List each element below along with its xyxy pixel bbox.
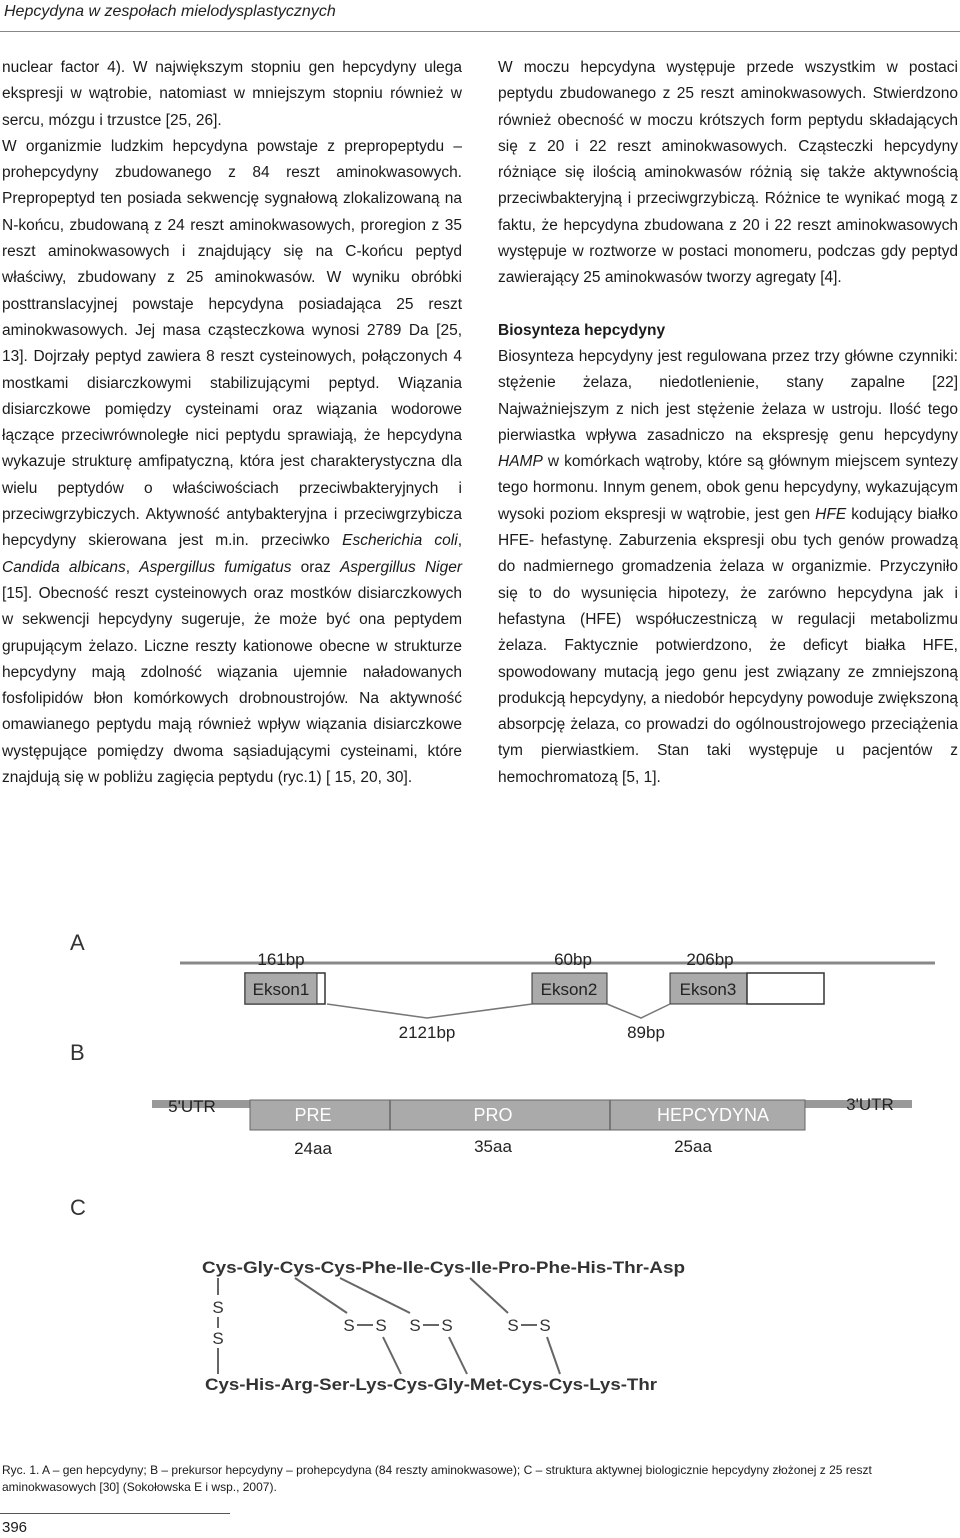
intron2-size: 89bp [627,1023,665,1042]
paragraph-gene-expression: nuclear factor 4). W największym stopniu gen hepcydyny ulega ekspresji w wątrobie, natomiast w mniejszym stopniu również w sercu, mózgu i trzustce [25, 26]. [2,59,462,129]
paragraph-hepcidin-structure: W organizmie ludzkim hepcydyna powstaje z prepropeptydu – prohepcydyny zbudowanego z 84 reszt aminokwasowych. Prepropeptyd ten posiada sekwencję sygnałową zlokalizowaną na N-końcu, zbudowaną z 24 reszt aminokwasowych, proregion z 35 reszt aminokwasowych i znajdujący się na C-końcu peptyd właściwy, zbudowany z 25 aminokwasów. W wyniku obróbki posttranslacyjnej powstaje hepcydyna posiadająca 25 reszt aminokwasowych. Jej masa cząsteczkowa wynosi 2789 Da [25, 13]. Dojrzały peptyd zawiera 8 reszt cysteinowych, połączonych 4 mostkami disiarczkowymi stabilizującymi peptyd. Wiązania disiarczkowe pomiędzy cysteinami oraz wiązania wodorowe łączące przeciwrównoległe nici peptydu sprawiają, że hepcydyna wykazuje strukturę amfipatyczną, która jest charakterystyczna dla wielu peptydów o właściwościach przeciwbakteryjnych i przeciwgrzybiczych. Aktywność antybakteryjna i przeciwgrzybicza hepcydyny skierowana jest m.in. przeciwko Escherichia coli, Candida albicans, Aspergillus fumigatus oraz Aspergillus Niger [15]. Obecność reszt cysteinowych oraz mostków disiarczkowych w sekwencji hepcydyny sugeruje, że może być ona peptydem grupującym żelazo. Liczne reszty kationowe obecne w strukturze hepcydyny mają zdolność wiązania ujemnie naładowanych fosfolipidów błon komórkowych drobnoustrojów. Na aktywność omawianego peptydu mają również wpływ wiązania disiarczkowe występujące pomiędzy dwoma sąsiadującymi cysteinami, które znajdują się w pobliżu zagięcia peptydu (ryc.1) [ 15, 20, 30]. [2,137,462,787]
exon2-label: Ekson2 [540,980,598,999]
peptide-sequence-bottom: Cys-His-Arg-Ser-Lys-Cys-Gly-Met-Cys-Cys-Lys-Thr [205,1375,658,1394]
intron1-splice-line [327,1004,532,1018]
page-number: 396 [2,1519,28,1536]
bridge3-sulfur-right: S [441,1316,453,1335]
panel-c-letter: C [70,1195,86,1220]
exon3-label: Ekson3 [679,980,737,999]
structure-text-continued: [15]. Obecność reszt cysteinowych oraz mostków disiarczkowych w sekwencji hepcydyny sugeruje, że może być ona peptydem grupującym żelazo. Liczne reszty kationowe obecne w strukturze hepcydyny mają zdolność wiązania ujemnie naładowanych fosfolipidów błon komórkowych drobnoustrojów. Na aktywność omawianego peptydu mają również wpływ wiązania disiarczkowe występujące pomiędzy dwoma sąsiadującymi cysteinami, które znajdują się w pobliżu zagięcia peptydu (ryc.1) [ 15, 20, 30]. [2,584,462,787]
species-aspergillus-fumigatus: Aspergillus fumigatus [139,558,292,576]
exon1-size: 161bp [257,950,305,969]
paragraph-urine-hepcidin: W moczu hepcydyna występuje przede wszystkim w postaci peptydu zbudowanego z 25 reszt aminokwasowych. Stwierdzono również obecność w moczu krótszych form peptydu składających się z 20 i 22 reszt aminokwasowych. Cząsteczki hepcydyny różniące się ilością aminokwasów różnią się także aktywnością przeciwbakteryjną i przeciwgrzybiczą. Różnice te wynikać mogą z faktu, że hepcydyna zbudowana z 20 i 22 reszt aminokwasowych występuje w roztworze w postaci monomeru, podczas gdy peptyd zawierający 25 aminokwasów tworzy agregaty [4]. [498,59,958,287]
figure-diagram [55,900,935,1420]
figure-caption: Ryc. 1. A – gen hepcydyny; B – prekursor hepcydyny – prohepcydyna (84 reszty aminokwasowe); C – struktura aktywnej biologicznie hepcydyny złożonej z 25 reszt aminokwasowych [30] (Sokołowska E i wsp., 2007). [2,1463,872,1494]
section-heading-biosynthesis: Biosynteza hepcydyny [498,321,666,339]
right-column [498,55,958,791]
panel-a-letter: A [70,930,85,955]
bridge1-sulfur-bottom: S [212,1329,224,1348]
bridge3-bond-bottom [449,1337,467,1374]
bridge2-bond-bottom [383,1337,401,1374]
intron1-size: 2121bp [398,1023,456,1042]
gene-hfe: HFE [815,505,847,523]
left-column [2,55,462,791]
panel-b-letter: B [70,1040,85,1065]
bridge4-sulfur-right: S [539,1316,551,1335]
peptide-sequence-top: Cys-Gly-Cys-Cys-Phe-Ile-Cys-Ile-Pro-Phe-His-Thr-Asp [202,1258,685,1277]
pro-label: PRO [473,1105,513,1125]
bridge3-sulfur-left: S [409,1316,421,1335]
bridge2-sulfur-right: S [375,1316,387,1335]
exon2-size: 60bp [554,950,592,969]
paragraph-biosynthesis: Biosynteza hepcydyny jest regulowana przez trzy główne czynniki: stężenie żelaza, niedotlenienie, stany zapalne [22] Najważniejszym z nich jest stężenie żelaza w ustroju. Ilość tego pierwiastka wpływa zasadniczo na ekspresję genu hepcydyny HAMP w komórkach wątroby, które są głównym miejscem syntezy tego hormonu. Innym genem, obok genu hepcydyny, wykazującym wysoki poziom ekspresji w wątrobie, jest gen HFE kodujący białko HFE- hefastynę. Zaburzenia ekspresji obu tych genów prowadzą do nadmiernego gromadzenia żelaza w organizmie. Przyczyniło się to do wysunięcia hipotezy, że zarówno hepcydyna jak i hefastyna (HFE) współuczestniczą w regulacji metabolizmu żelaza. Faktycznie potwierdzono, że deficyt białka HFE, spowodowany mutacją jego genu jest związany ze zmniejszoną produkcją hepcydyny, a niedobór hepcydyny powoduje zwiększoną absorpcję żelaza, co prowadzi do ogólnoustrojowego przeciążenia tym pierwiastkiem. Stan taki występuje u pacjentów z hemochromatozą [5, 1]. [498,347,958,786]
structure-text: W organizmie ludzkim hepcydyna powstaje z prepropeptydu – prohepcydyny zbudowanego z 84 reszt aminokwasowych. Prepropeptyd ten posiada sekwencję sygnałową zlokalizowaną na N-końcu, zbudowaną z 24 reszt aminokwasowych, proregion z 35 reszt aminokwasowych i znajdujący się na C-końcu peptyd właściwy, zbudowany z 25 aminokwasów. W wyniku obróbki posttranslacyjnej powstaje hepcydyna posiadająca 25 reszt aminokwasowych. Jej masa cząsteczkowa wynosi 2789 Da [25, 13]. Dojrzały peptyd zawiera 8 reszt cysteinowych, połączonych 4 mostkami disiarczkowymi stabilizującymi peptyd. Wiązania disiarczkowe pomiędzy cysteinami oraz wiązania wodorowe łączące przeciwrównoległe nici peptydu sprawiają, że hepcydyna wykazuje strukturę amfipatyczną, która jest charakterystyczna dla wielu peptydów o właściwościach przeciwbakteryjnych i przeciwgrzybiczych. Aktywność antybakteryjna i przeciwgrzybicza hepcydyny skierowana jest m.in. przeciwko [2,137,462,550]
gene-hamp: HAMP [498,453,543,471]
bridge4-bond-bottom [547,1337,560,1374]
pre-label: PRE [294,1105,332,1125]
species-aspergillus-niger: Aspergillus Niger [339,558,462,576]
header-divider [0,31,960,32]
bridge1-sulfur-top: S [212,1298,224,1317]
intron2-splice-line [607,1004,670,1018]
species-escherichia: Escherichia coli [342,532,458,550]
bridge4-sulfur-left: S [507,1316,519,1335]
exon1-label: Ekson1 [252,980,310,999]
hepcidin-label: HEPCYDYNA [656,1105,770,1125]
pro-length: 35aa [474,1137,512,1156]
hepcidin-length: 25aa [674,1137,712,1156]
pre-length: 24aa [294,1139,332,1158]
figure-hepcidin-gene-structure [55,900,935,1420]
journal-running-title: Hepcydyna w zespołach mielodysplastycznych [4,3,336,20]
bridge2-bond-top [295,1278,347,1313]
bridge2-sulfur-left: S [343,1316,355,1335]
bridge3-bond-top [340,1278,410,1313]
running-header [0,0,960,40]
utr5-label: 5'UTR [168,1097,216,1116]
exon3-open-segment [747,973,824,1004]
species-candida: Candida albicans [2,558,126,576]
bridge4-bond-top [470,1278,508,1313]
footer-divider [0,1513,230,1514]
utr3-label: 3'UTR [846,1095,894,1114]
exon3-size: 206bp [686,950,734,969]
